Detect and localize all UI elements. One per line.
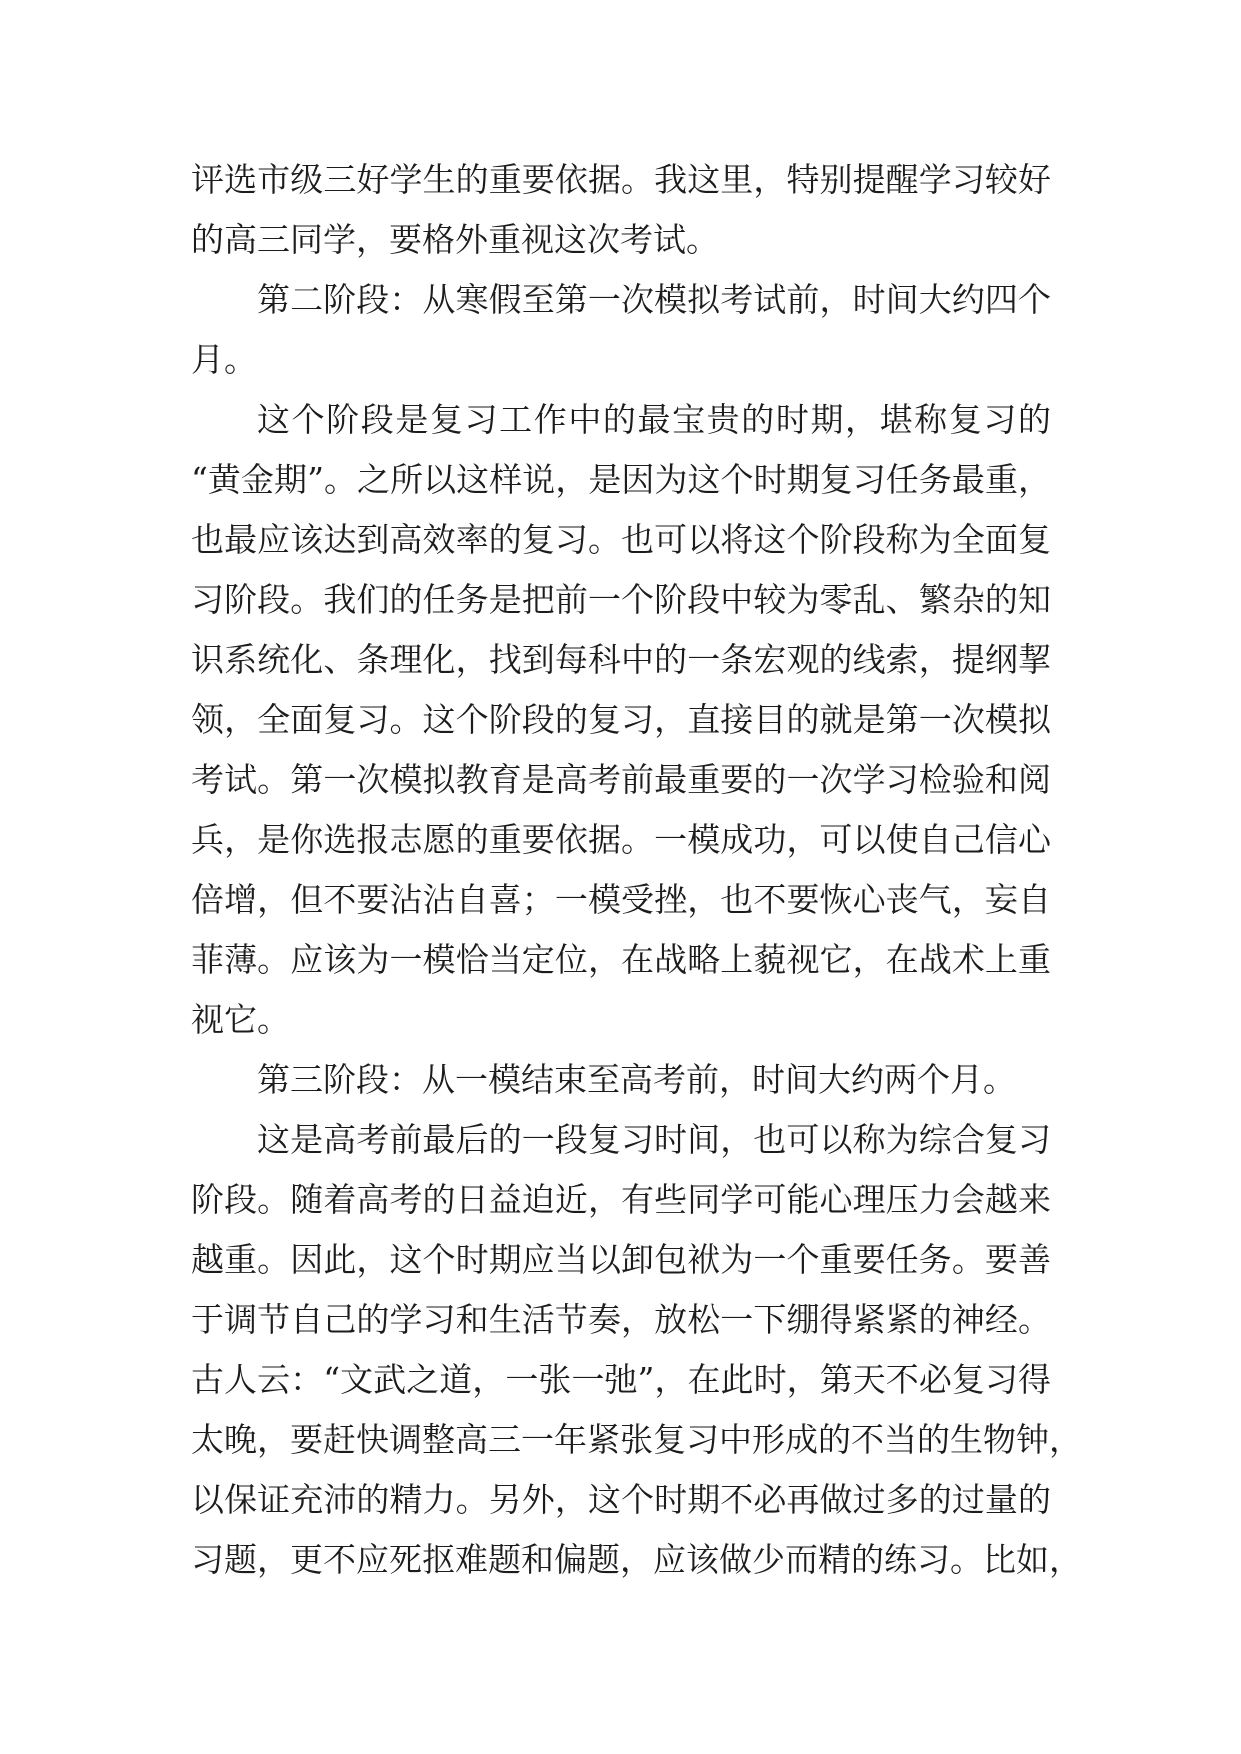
text-line: 菲薄。应该为一模恰当定位，在战略上藐视它，在战术上重 — [191, 940, 1051, 979]
text-line: 视它。 — [191, 1000, 290, 1039]
text-line: 习题，更不应死抠难题和偏题，应该做少而精的练习。比如， — [191, 1540, 1082, 1579]
text-line: “黄金期”。之所以这样说，是因为这个时期复习任务最重， — [191, 460, 1051, 499]
text-line: 这个阶段是复习工作中的最宝贵的时期，堪称复习的 — [257, 400, 1051, 439]
text-line: 的高三同学，要格外重视这次考试。 — [191, 220, 719, 259]
text-line: 兵，是你选报志愿的重要依据。一模成功，可以使自己信心 — [191, 820, 1051, 859]
text-line: 领，全面复习。这个阶段的复习，直接目的就是第一次模拟 — [191, 700, 1051, 739]
text-line: 月。 — [191, 340, 257, 379]
text-line: 倍增，但不要沾沾自喜；一模受挫，也不要恢心丧气，妄自 — [191, 880, 1051, 919]
text-line: 越重。因此，这个时期应当以卸包袱为一个重要任务。要善 — [191, 1240, 1051, 1279]
text-line: 这是高考前最后的一段复习时间，也可以称为综合复习 — [257, 1120, 1051, 1159]
text-line: 于调节自己的学习和生活节奏，放松一下绷得紧紧的神经。 — [191, 1300, 1051, 1339]
text-line: 也最应该达到高效率的复习。也可以将这个阶段称为全面复 — [191, 520, 1051, 559]
text-line: 古人云：“文武之道，一张一弛”，在此时，第天不必复习得 — [191, 1360, 1051, 1399]
text-line: 阶段。随着高考的日益迫近，有些同学可能心理压力会越来 — [191, 1180, 1051, 1219]
paragraph-heading: 第二阶段：从寒假至第一次模拟考试前，时间大约四个 — [257, 280, 1051, 319]
paragraph-heading: 第三阶段：从一模结束至高考前，时间大约两个月。 — [257, 1060, 1016, 1099]
text-line: 太晚，要赶快调整高三一年紧张复习中形成的不当的生物钟， — [191, 1420, 1082, 1459]
text-line: 以保证充沛的精力。另外，这个时期不必再做过多的过量的 — [191, 1480, 1051, 1519]
text-line: 识系统化、条理化，找到每科中的一条宏观的线索，提纲挈 — [191, 640, 1051, 679]
text-line: 评选市级三好学生的重要依据。我这里，特别提醒学习较好 — [191, 160, 1051, 199]
text-line: 习阶段。我们的任务是把前一个阶段中较为零乱、繁杂的知 — [191, 580, 1051, 619]
text-line: 考试。第一次模拟教育是高考前最重要的一次学习检验和阅 — [191, 760, 1051, 799]
